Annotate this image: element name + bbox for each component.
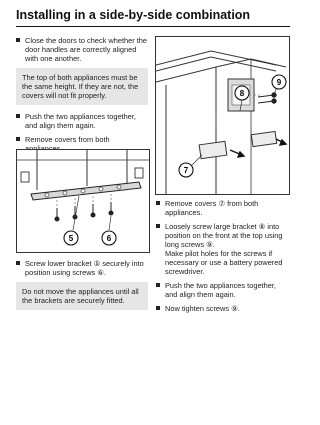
lower-bracket-illustration: [16, 149, 150, 253]
step-text: Remove covers ⑦ from both appliances.: [165, 199, 259, 217]
bullet-marker: [156, 306, 160, 310]
page-title: Installing in a side-by-side combination: [16, 8, 290, 27]
svg-text:9: 9: [276, 78, 282, 87]
svg-text:5: 5: [68, 234, 74, 243]
bullet-marker: [16, 38, 20, 42]
bullet-marker: [156, 201, 160, 205]
bullet-marker: [156, 224, 160, 228]
step-text: Close the doors to check whether the door handles are correctly aligned with one another.: [25, 36, 148, 63]
instruction-step: [156, 281, 288, 299]
step-text: Push the two appliances together, and align them again.: [25, 112, 136, 130]
bullet-marker: [16, 261, 20, 265]
top-bracket-illustration: [155, 36, 290, 195]
step-text: Now tighten screws ⑨.: [165, 304, 240, 313]
bullet-marker: [16, 114, 20, 118]
callout-7: [179, 155, 202, 177]
svg-text:6: 6: [106, 234, 112, 243]
step-text: Screw lower bracket ⑤ securely into position using screws ⑥.: [25, 259, 144, 277]
instruction-step: [156, 304, 288, 313]
instruction-step: [16, 112, 148, 130]
step-text: Loosely screw large bracket ⑧ into position on the front at the top using long screws ⑨. Make pilot holes for the screws if necessary or use a battery powered screwdriver.: [165, 222, 283, 276]
callout-5: [64, 196, 79, 245]
left-column-lower: [16, 259, 148, 317]
callout-9: [272, 75, 286, 95]
instruction-step: [156, 222, 288, 276]
right-column: [156, 199, 288, 318]
instruction-step: [16, 36, 148, 63]
note-box: Do not move the appliances until all the brackets are securely fitted.: [16, 282, 148, 310]
bullet-marker: [16, 137, 20, 141]
instruction-step: [156, 199, 288, 217]
callout-6: [102, 216, 116, 245]
svg-text:7: 7: [183, 166, 189, 175]
bullet-marker: [156, 283, 160, 287]
left-column-upper: [16, 36, 148, 158]
step-text: Push the two appliances together, and align them again.: [165, 281, 276, 299]
svg-text:8: 8: [239, 89, 245, 98]
step-text: Remove covers from both: [25, 135, 110, 144]
note-box: The top of both appliances must be the same height. If they are not, the covers will not fit properly.: [16, 68, 148, 105]
instruction-step: [16, 259, 148, 277]
